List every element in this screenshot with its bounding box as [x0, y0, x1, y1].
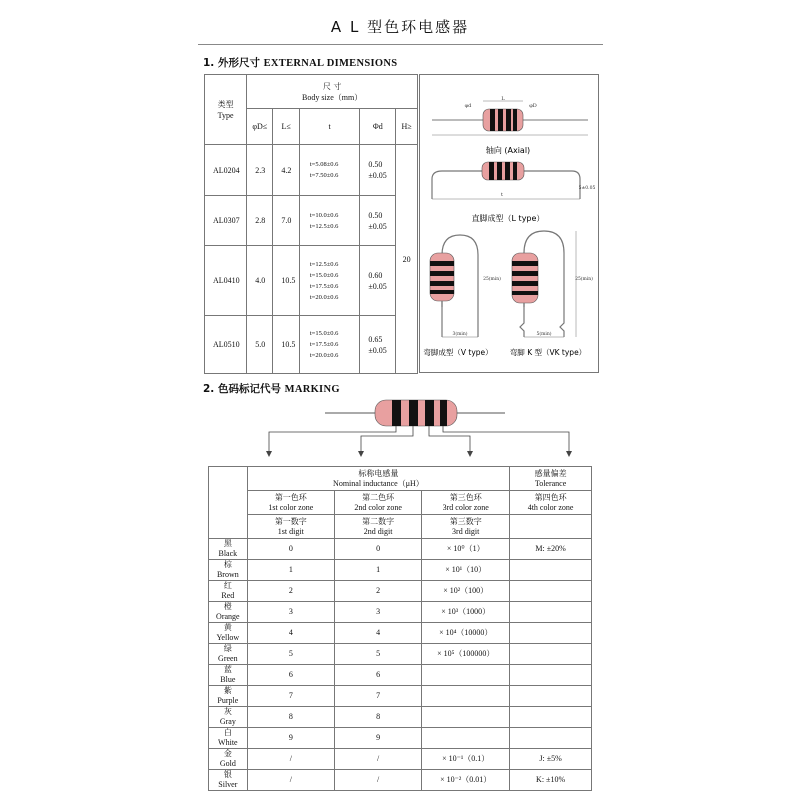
digit3-cn: 第三数字 — [449, 516, 482, 526]
table-row — [209, 644, 592, 665]
axial-dim-phiD: φD — [529, 103, 537, 109]
second-digit: 8 — [334, 707, 421, 728]
row-t — [299, 145, 359, 196]
second-digit: 2 — [334, 581, 421, 602]
color-name-en: Gold — [219, 759, 236, 768]
color-name-cn: 白 — [223, 728, 232, 737]
h-value: 20 — [396, 145, 418, 374]
tolerance — [510, 602, 592, 623]
tolerance — [510, 686, 592, 707]
tolerance: M: ±20% — [510, 539, 592, 560]
color-name — [209, 539, 248, 560]
nominal-en: Nominal inductance（μH） — [333, 478, 424, 488]
color-name — [209, 686, 248, 707]
marking-inductor-diagram — [255, 395, 585, 459]
zone2-header — [334, 491, 421, 515]
zone4-en: 4th color zone — [527, 502, 574, 512]
color-name-cn: 棕 — [223, 560, 232, 569]
color-name — [209, 623, 248, 644]
ltype-dim: 5±0.05 — [578, 186, 596, 191]
row-type: AL0204 — [205, 145, 247, 196]
t-value: t=15.0±0.6 — [309, 330, 339, 337]
col-t: t — [299, 109, 359, 145]
table-row — [205, 196, 418, 246]
phid-value: 0.50 — [368, 210, 383, 220]
section1-title-en: EXTERNAL DIMENSIONS — [263, 58, 398, 69]
second-digit: / — [334, 749, 421, 770]
row-D: 4.0 — [247, 246, 273, 316]
table-row — [209, 602, 592, 623]
first-digit: 6 — [247, 665, 334, 686]
body-size-cn: 尺 寸 — [322, 81, 342, 91]
digit3-header — [422, 515, 510, 539]
first-digit: 0 — [247, 539, 334, 560]
color-name — [209, 770, 248, 791]
digit2-cn: 第二数字 — [362, 516, 395, 526]
body-size-header — [247, 75, 418, 109]
table-row — [209, 770, 592, 791]
t-value: t=20.0±0.6 — [309, 293, 339, 301]
phid-tol: ±0.05 — [368, 171, 387, 180]
zone4-cn: 第四色环 — [534, 492, 567, 502]
first-digit: 1 — [247, 560, 334, 581]
ltype-drawing — [432, 162, 595, 199]
col-phid: Φd — [360, 109, 396, 145]
row-t — [299, 196, 359, 246]
color-name-cn: 橙 — [223, 602, 232, 611]
tolerance — [510, 644, 592, 665]
color-name-en: Yellow — [216, 633, 240, 642]
table-row — [209, 665, 592, 686]
digit2-header — [334, 515, 421, 539]
row-phid — [360, 246, 396, 316]
second-digit: 5 — [334, 644, 421, 665]
vktype-dim-5: 5(min) — [536, 332, 552, 337]
second-digit: 7 — [334, 686, 421, 707]
color-name-cn: 红 — [223, 581, 232, 590]
vtype-label: 弯脚成型（V type） — [423, 348, 493, 357]
color-name-en: Brown — [216, 570, 239, 579]
phid-value: 0.60 — [368, 270, 383, 280]
table-row — [209, 560, 592, 581]
color-name — [209, 707, 248, 728]
second-digit: 0 — [334, 539, 421, 560]
table-row — [209, 686, 592, 707]
vktype-label: 弯脚 K 型（VK type） — [509, 348, 587, 357]
row-L: 10.5 — [273, 246, 300, 316]
section1-number: 1. — [203, 57, 215, 69]
tolerance — [510, 560, 592, 581]
zone3-header — [422, 491, 510, 515]
table-row — [205, 246, 418, 316]
color-name-cn: 灰 — [223, 707, 232, 716]
page-title: A L 型色环电感器 — [330, 18, 470, 36]
axial-dim-L: L — [501, 96, 505, 102]
row-t — [299, 246, 359, 316]
tolerance-cn: 感量偏差 — [534, 468, 567, 478]
second-digit: 1 — [334, 560, 421, 581]
row-L: 4.2 — [273, 145, 300, 196]
section2-title-en: MARKING — [284, 384, 340, 395]
multiplier: × 10⁻²（0.01） — [422, 770, 510, 791]
tolerance — [510, 623, 592, 644]
second-digit: 3 — [334, 602, 421, 623]
ltype-dim-t: t — [500, 192, 504, 198]
first-digit: 8 — [247, 707, 334, 728]
marking-table — [208, 466, 592, 791]
color-name-en: Blue — [220, 675, 236, 684]
first-digit: 3 — [247, 602, 334, 623]
t-value: t=5.08±0.6 — [309, 161, 339, 168]
section2-heading — [203, 381, 340, 396]
col-L: L≤ — [273, 109, 300, 145]
outline-diagrams — [420, 75, 598, 372]
second-digit: 6 — [334, 665, 421, 686]
multiplier — [422, 686, 510, 707]
tolerance: J: ±5% — [510, 749, 592, 770]
digit1-en: 1st digit — [277, 526, 304, 536]
second-digit: / — [334, 770, 421, 791]
axial-drawing — [432, 96, 588, 135]
first-digit: 9 — [247, 728, 334, 749]
section1-title-cn: 外形尺寸 — [217, 57, 260, 69]
color-name-cn: 蓝 — [223, 665, 232, 674]
row-type: AL0307 — [205, 196, 247, 246]
multiplier — [422, 707, 510, 728]
table-row — [209, 539, 592, 560]
vtype-dim-25: 25(min) — [483, 277, 501, 282]
first-digit: 5 — [247, 644, 334, 665]
multiplier — [422, 728, 510, 749]
color-name-en: Green — [218, 654, 238, 663]
t-value: t=17.5±0.6 — [309, 282, 339, 290]
color-name-en: Red — [221, 591, 235, 600]
color-name — [209, 602, 248, 623]
color-name-cn: 紫 — [223, 686, 232, 695]
zone3-en: 3rd color zone — [442, 502, 489, 512]
color-name-cn: 黄 — [223, 623, 232, 632]
row-D: 5.0 — [247, 316, 273, 374]
digit2-en: 2nd digit — [363, 526, 393, 536]
tolerance-en: Tolerance — [534, 478, 567, 488]
zone3-cn: 第三色环 — [449, 492, 482, 502]
table-row — [209, 707, 592, 728]
tolerance — [510, 665, 592, 686]
color-name — [209, 644, 248, 665]
multiplier: × 10⁻¹（0.1） — [422, 749, 510, 770]
nominal-header — [247, 467, 510, 491]
axial-dim-phid: φd — [464, 103, 472, 109]
dimensions-table — [204, 74, 418, 374]
row-L: 10.5 — [273, 316, 300, 374]
type-header — [205, 75, 247, 145]
col-phiD: φD≤ — [247, 109, 273, 145]
t-value: t=17.5±0.6 — [309, 341, 339, 348]
color-name — [209, 560, 248, 581]
body-size-en: Body size（mm） — [301, 92, 363, 102]
section1-heading — [203, 55, 397, 70]
table-row — [209, 581, 592, 602]
multiplier: × 10³（1000） — [422, 602, 510, 623]
table-row — [209, 749, 592, 770]
phid-tol: ±0.05 — [368, 221, 387, 231]
zone4-header — [510, 491, 592, 515]
color-name-en: Black — [218, 549, 238, 558]
row-D: 2.8 — [247, 196, 273, 246]
digit4-header-blank — [510, 515, 592, 539]
row-t — [299, 316, 359, 374]
color-name-en: Purple — [217, 696, 239, 705]
tolerance: K: ±10% — [510, 770, 592, 791]
type-header-cn: 类型 — [217, 99, 234, 109]
vktype-dim-25: 25(min) — [575, 277, 593, 282]
row-D: 2.3 — [247, 145, 273, 196]
zone1-header — [247, 491, 334, 515]
t-value: t=7.50±0.6 — [309, 172, 339, 179]
color-name — [209, 728, 248, 749]
zone2-cn: 第二色环 — [362, 492, 395, 502]
first-digit: / — [247, 749, 334, 770]
section2-title-cn: 色码标记代号 — [217, 383, 281, 395]
vtype-dim-3: 3(min) — [452, 332, 468, 337]
ltype-label: 直脚成型（L type） — [471, 214, 545, 223]
multiplier: × 10⁰（1） — [422, 539, 510, 560]
multiplier — [422, 665, 510, 686]
first-digit: / — [247, 770, 334, 791]
row-type: AL0510 — [205, 316, 247, 374]
type-header-en: Type — [217, 110, 234, 120]
digit1-header — [247, 515, 334, 539]
row-phid — [360, 196, 396, 246]
row-phid — [360, 316, 396, 374]
section2-number: 2. — [203, 383, 215, 395]
color-name-en: Gray — [219, 717, 236, 726]
color-name — [209, 749, 248, 770]
axial-label: 轴向 (Axial) — [485, 146, 531, 155]
multiplier: × 10⁵（100000） — [422, 644, 510, 665]
color-name-cn: 金 — [223, 749, 232, 758]
second-digit: 4 — [334, 623, 421, 644]
color-name-en: Silver — [218, 780, 238, 789]
tolerance-header — [510, 467, 592, 491]
row-phid — [360, 145, 396, 196]
vtype-drawing — [430, 235, 501, 337]
digit3-en: 3rd digit — [452, 526, 480, 536]
vktype-drawing — [512, 231, 593, 337]
table-row — [209, 623, 592, 644]
first-digit: 4 — [247, 623, 334, 644]
multiplier: × 10²（100） — [422, 581, 510, 602]
t-value: t=10.0±0.6 — [309, 211, 339, 219]
nominal-cn: 标称电感量 — [358, 468, 399, 478]
digit1-cn: 第一数字 — [274, 516, 307, 526]
t-value: t=12.5±0.6 — [309, 260, 339, 268]
color-name-cn: 银 — [223, 770, 232, 779]
color-name — [209, 581, 248, 602]
first-digit: 7 — [247, 686, 334, 707]
color-header-blank — [209, 467, 248, 539]
row-L: 7.0 — [273, 196, 300, 246]
row-type: AL0410 — [205, 246, 247, 316]
phid-value: 0.65 — [368, 334, 383, 344]
col-H: H≥ — [396, 109, 418, 145]
color-name-en: White — [218, 738, 238, 747]
title-divider — [198, 44, 603, 45]
zone1-cn: 第一色环 — [274, 492, 307, 502]
table-row — [205, 316, 418, 374]
tolerance — [510, 728, 592, 749]
color-name-cn: 黑 — [223, 539, 232, 548]
phid-value: 0.50 — [368, 160, 383, 169]
zone2-en: 2nd color zone — [354, 502, 402, 512]
phid-tol: ±0.05 — [368, 281, 387, 291]
color-name-en: Orange — [216, 612, 240, 621]
tolerance — [510, 581, 592, 602]
marking-rows — [209, 539, 592, 791]
t-value: t=15.0±0.6 — [309, 271, 339, 279]
table-row — [205, 145, 418, 196]
color-name-cn: 绿 — [223, 644, 232, 653]
multiplier: × 10⁴（10000） — [422, 623, 510, 644]
table-row — [209, 728, 592, 749]
t-value: t=20.0±0.6 — [309, 352, 339, 359]
phid-tol: ±0.05 — [368, 345, 387, 355]
first-digit: 2 — [247, 581, 334, 602]
t-value: t=12.5±0.6 — [309, 222, 339, 230]
outline-diagram-box — [419, 74, 599, 373]
zone1-en: 1st color zone — [268, 502, 314, 512]
multiplier: × 10¹（10） — [422, 560, 510, 581]
tolerance — [510, 707, 592, 728]
second-digit: 9 — [334, 728, 421, 749]
color-name — [209, 665, 248, 686]
